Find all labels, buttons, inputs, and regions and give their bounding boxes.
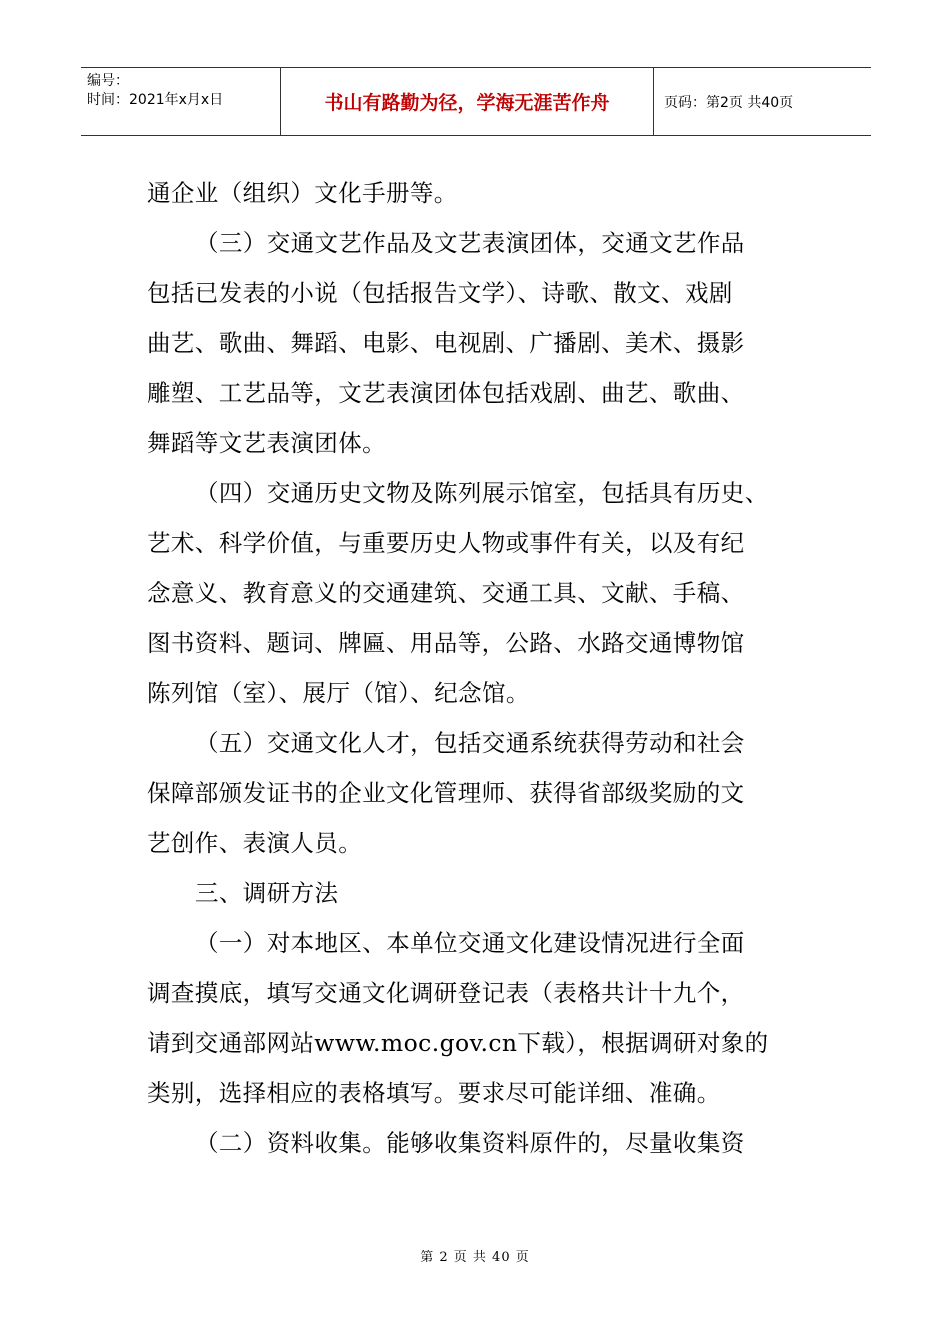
- document-body: [147, 168, 817, 1168]
- text-line: 曲艺、歌曲、舞蹈、电影、电视剧、广播剧、美术、摄影: [147, 329, 745, 357]
- text-line: 舞蹈等文艺表演团体。: [147, 429, 386, 457]
- text-line: （五）交通文化人才，包括交通系统获得劳动和社会: [195, 729, 745, 757]
- page-footer: 第 2 页 共 40 页: [420, 1250, 530, 1265]
- text-line: 雕塑、工艺品等，文艺表演团体包括戏剧、曲艺、歌曲、: [147, 379, 745, 407]
- text-line: 图书资料、题词、牌匾、用品等，公路、水路交通博物馆: [147, 629, 745, 657]
- text-line: 保障部颁发证书的企业文化管理师、获得省部级奖励的文: [147, 779, 745, 807]
- text-line: 艺术、科学价值，与重要历史人物或事件有关，以及有纪: [147, 529, 745, 557]
- text-line: 包括已发表的小说（包括报告文学）、诗歌、散文、戏剧: [147, 279, 733, 307]
- text-line: （一）对本地区、本单位交通文化建设情况进行全面: [195, 929, 745, 957]
- text-line: 陈列馆（室）、展厅（馆）、纪念馆。: [147, 679, 530, 707]
- text-line: 通企业（组织）文化手册等。: [147, 179, 458, 207]
- text-line: 调查摸底，填写交通文化调研登记表（表格共计十九个，: [147, 979, 745, 1007]
- page-header: [81, 67, 871, 136]
- header-motto: 书山有路勤为径，学海无涯苦作舟: [281, 68, 654, 135]
- text-line: 艺创作、表演人员。: [147, 829, 363, 857]
- header-page-info: 页码：第2页 共40页: [664, 94, 794, 111]
- header-meta: [81, 68, 281, 135]
- document-number-label: 编号：: [87, 73, 129, 89]
- text-line: （四）交通历史文物及陈列展示馆室，包括具有历史、: [195, 479, 769, 507]
- text-line: 请到交通部网站www.moc.gov.cn下载），根据调研对象的: [147, 1029, 769, 1057]
- document-date: 时间：2021年x月x日: [87, 92, 224, 108]
- section-heading: 三、调研方法: [195, 879, 339, 907]
- text-line: 念意义、教育意义的交通建筑、交通工具、文献、手稿、: [147, 579, 745, 607]
- text-line: （二）资料收集。能够收集资料原件的，尽量收集资: [195, 1129, 745, 1157]
- text-line: （三）交通文艺作品及文艺表演团体，交通文艺作品: [195, 229, 745, 257]
- text-line: 类别，选择相应的表格填写。要求尽可能详细、准确。: [147, 1079, 721, 1107]
